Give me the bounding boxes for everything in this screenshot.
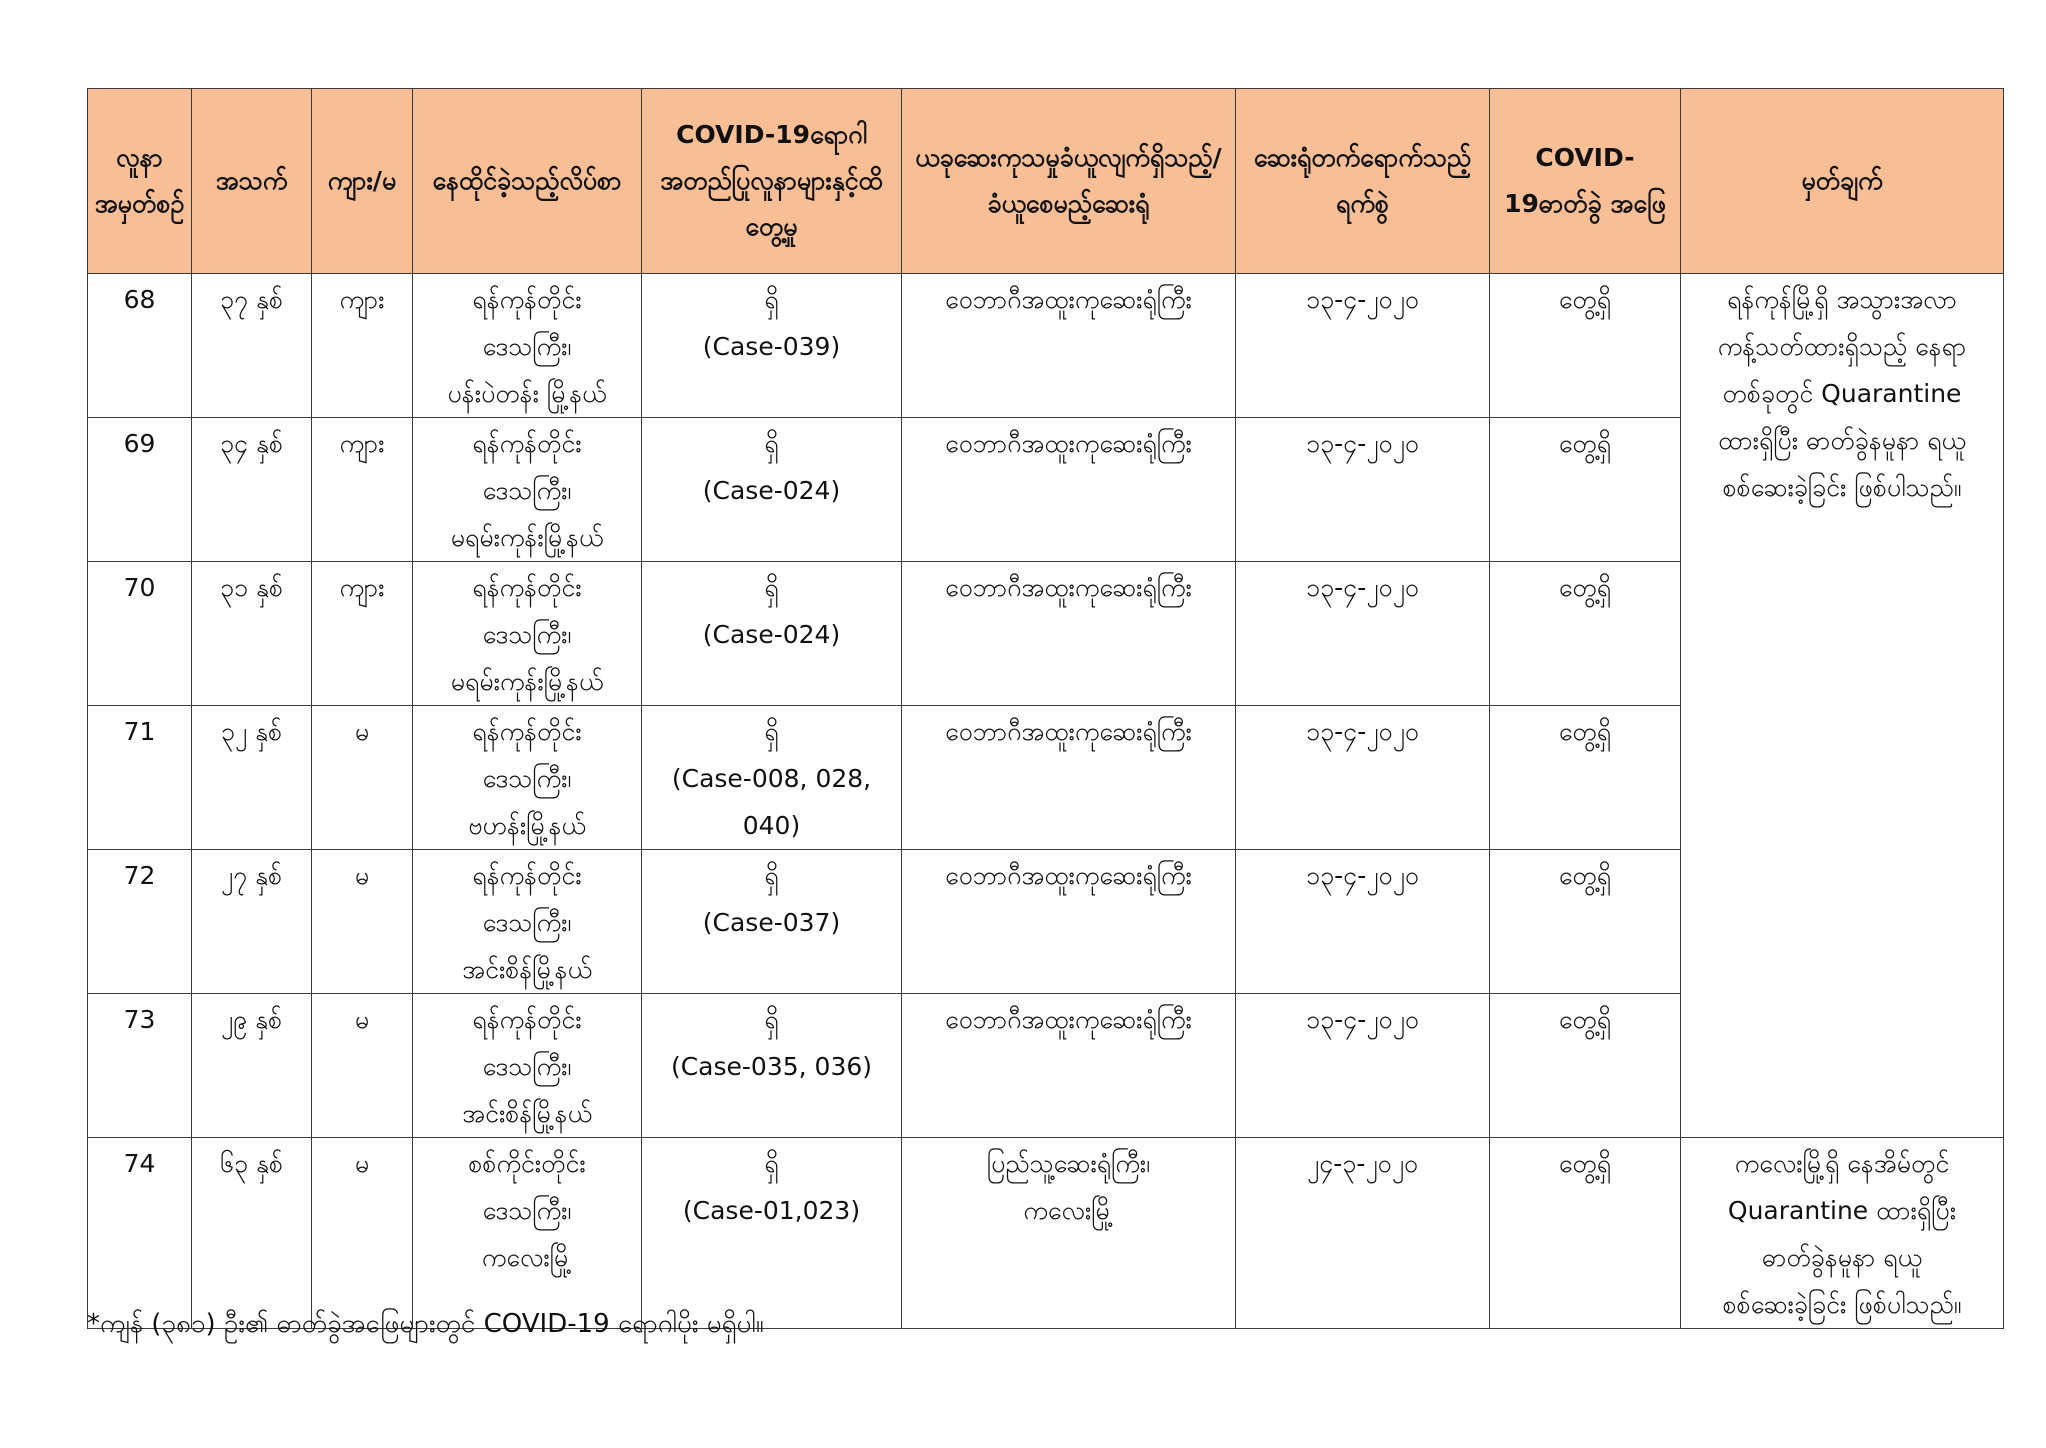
contact: ရှိ (Case-039) (642, 274, 902, 418)
age: ၃၂ နှစ် (192, 706, 312, 850)
case-number: 74 (88, 1138, 192, 1329)
sex: ကျား (312, 274, 413, 418)
footnote: *ကျန် (၃၈၁) ဦး၏ ဓာတ်ခွဲအဖြေများတွင် COVID-19 ရောဂါပိုး မရှိပါ။ (87, 1309, 764, 1339)
contact: ရှိ (Case-024) (642, 418, 902, 562)
header-address: နေထိုင်ခဲ့သည့်လိပ်စာ (413, 89, 642, 274)
header-row (88, 89, 2004, 274)
address: ရန်ကုန်တိုင်း ဒေသကြီး၊ မရမ်းကုန်းမြို့နယ် (413, 418, 642, 562)
admission-date: ၂၄-၃-၂၀၂၀ (1236, 1138, 1490, 1329)
table-row (88, 274, 2004, 418)
header-hospital: ယခုဆေးကုသမှုခံယူလျက်ရှိသည့်/ခံယူစေမည့်ဆေးရုံ (902, 89, 1236, 274)
age: ၃၇ နှစ် (192, 274, 312, 418)
sex: မ (312, 1138, 413, 1329)
table-row (88, 1138, 2004, 1329)
admission-date: ၁၃-၄-၂၀၂၀ (1236, 274, 1490, 418)
age: ၂၇ နှစ် (192, 850, 312, 994)
header-sex: ကျား/မ (312, 89, 413, 274)
header-admission-date: ဆေးရုံတက်ရောက်သည့် ရက်စွဲ (1236, 89, 1490, 274)
hospital: ဝေဘာဂီအထူးကုဆေးရုံကြီး (902, 418, 1236, 562)
test-result: တွေ့ရှိ (1490, 274, 1681, 418)
sex: မ (312, 994, 413, 1138)
case-number: 71 (88, 706, 192, 850)
contact: ရှိ (Case-01,023) (642, 1138, 902, 1329)
address: ရန်ကုန်တိုင်း ဒေသကြီး၊ အင်းစိန်မြို့နယ် (413, 850, 642, 994)
admission-date: ၁၃-၄-၂၀၂၀ (1236, 994, 1490, 1138)
hospital: ပြည်သူ့ဆေးရုံကြီး၊ ကလေးမြို့ (902, 1138, 1236, 1329)
remarks-last: ကလေးမြို့ရှိ နေအိမ်တွင် Quarantine ထားရှိပြီး ဓာတ်ခွဲနမူနာ ရယူ စစ်ဆေးခဲ့ခြင်း ဖြစ်ပါသည်။ (1681, 1138, 2004, 1329)
hospital: ဝေဘာဂီအထူးကုဆေးရုံကြီး (902, 562, 1236, 706)
case-number: 70 (88, 562, 192, 706)
age: ၂၉ နှစ် (192, 994, 312, 1138)
case-number: 68 (88, 274, 192, 418)
admission-date: ၁၃-၄-၂၀၂၀ (1236, 850, 1490, 994)
hospital: ဝေဘာဂီအထူးကုဆေးရုံကြီး (902, 994, 1236, 1138)
admission-date: ၁၃-၄-၂၀၂၀ (1236, 418, 1490, 562)
sex: မ (312, 706, 413, 850)
sex: ကျား (312, 562, 413, 706)
contact: ရှိ (Case-037) (642, 850, 902, 994)
address: ရန်ကုန်တိုင်း ဒေသကြီး၊ ပန်းပဲတန်း မြို့နယ် (413, 274, 642, 418)
test-result: တွေ့ရှိ (1490, 850, 1681, 994)
header-remarks: မှတ်ချက် (1681, 89, 2004, 274)
age: ၃၁ နှစ် (192, 562, 312, 706)
test-result: တွေ့ရှိ (1490, 994, 1681, 1138)
address: ရန်ကုန်တိုင်း ဒေသကြီး၊ အင်းစိန်မြို့နယ် (413, 994, 642, 1138)
test-result: တွေ့ရှိ (1490, 562, 1681, 706)
case-number: 69 (88, 418, 192, 562)
age: ၆၃ နှစ် (192, 1138, 312, 1329)
case-number: 72 (88, 850, 192, 994)
contact: ရှိ (Case-035, 036) (642, 994, 902, 1138)
age: ၃၄ နှစ် (192, 418, 312, 562)
covid-case-table (87, 88, 2004, 1329)
test-result: တွေ့ရှိ (1490, 1138, 1681, 1329)
case-number: 73 (88, 994, 192, 1138)
address: ရန်ကုန်တိုင်း ဒေသကြီး၊ မရမ်းကုန်းမြို့နယ် (413, 562, 642, 706)
sex: ကျား (312, 418, 413, 562)
admission-date: ၁၃-၄-၂၀၂၀ (1236, 562, 1490, 706)
sex: မ (312, 850, 413, 994)
header-test-result: COVID-19ဓာတ်ခွဲ အဖြေ (1490, 89, 1681, 274)
address: စစ်ကိုင်းတိုင်း ဒေသကြီး၊ ကလေးမြို့ (413, 1138, 642, 1329)
admission-date: ၁၃-၄-၂၀၂၀ (1236, 706, 1490, 850)
hospital: ဝေဘာဂီအထူးကုဆေးရုံကြီး (902, 274, 1236, 418)
address: ရန်ကုန်တိုင်း ဒေသကြီး၊ ဗဟန်းမြို့နယ် (413, 706, 642, 850)
hospital: ဝေဘာဂီအထူးကုဆေးရုံကြီး (902, 850, 1236, 994)
remarks-group: ရန်ကုန်မြို့ရှိ အသွားအလာ ကန့်သတ်ထားရှိသည့် နေရာ တစ်ခုတွင် Quarantine ထားရှိပြီး ဓာတ်ခွဲနမူနာ ရယူ စစ်ဆေးခဲ့ခြင်း ဖြစ်ပါသည်။ (1681, 274, 2004, 1138)
test-result: တွေ့ရှိ (1490, 418, 1681, 562)
header-case-number: လူနာအမှတ်စဉ် (88, 89, 192, 274)
test-result: တွေ့ရှိ (1490, 706, 1681, 850)
contact: ရှိ (Case-008, 028, 040) (642, 706, 902, 850)
hospital: ဝေဘာဂီအထူးကုဆေးရုံကြီး (902, 706, 1236, 850)
header-contact: COVID-19ရောဂါအတည်ပြုလူနာများနှင့်ထိတွေ့မှု (642, 89, 902, 274)
header-age: အသက် (192, 89, 312, 274)
contact: ရှိ (Case-024) (642, 562, 902, 706)
